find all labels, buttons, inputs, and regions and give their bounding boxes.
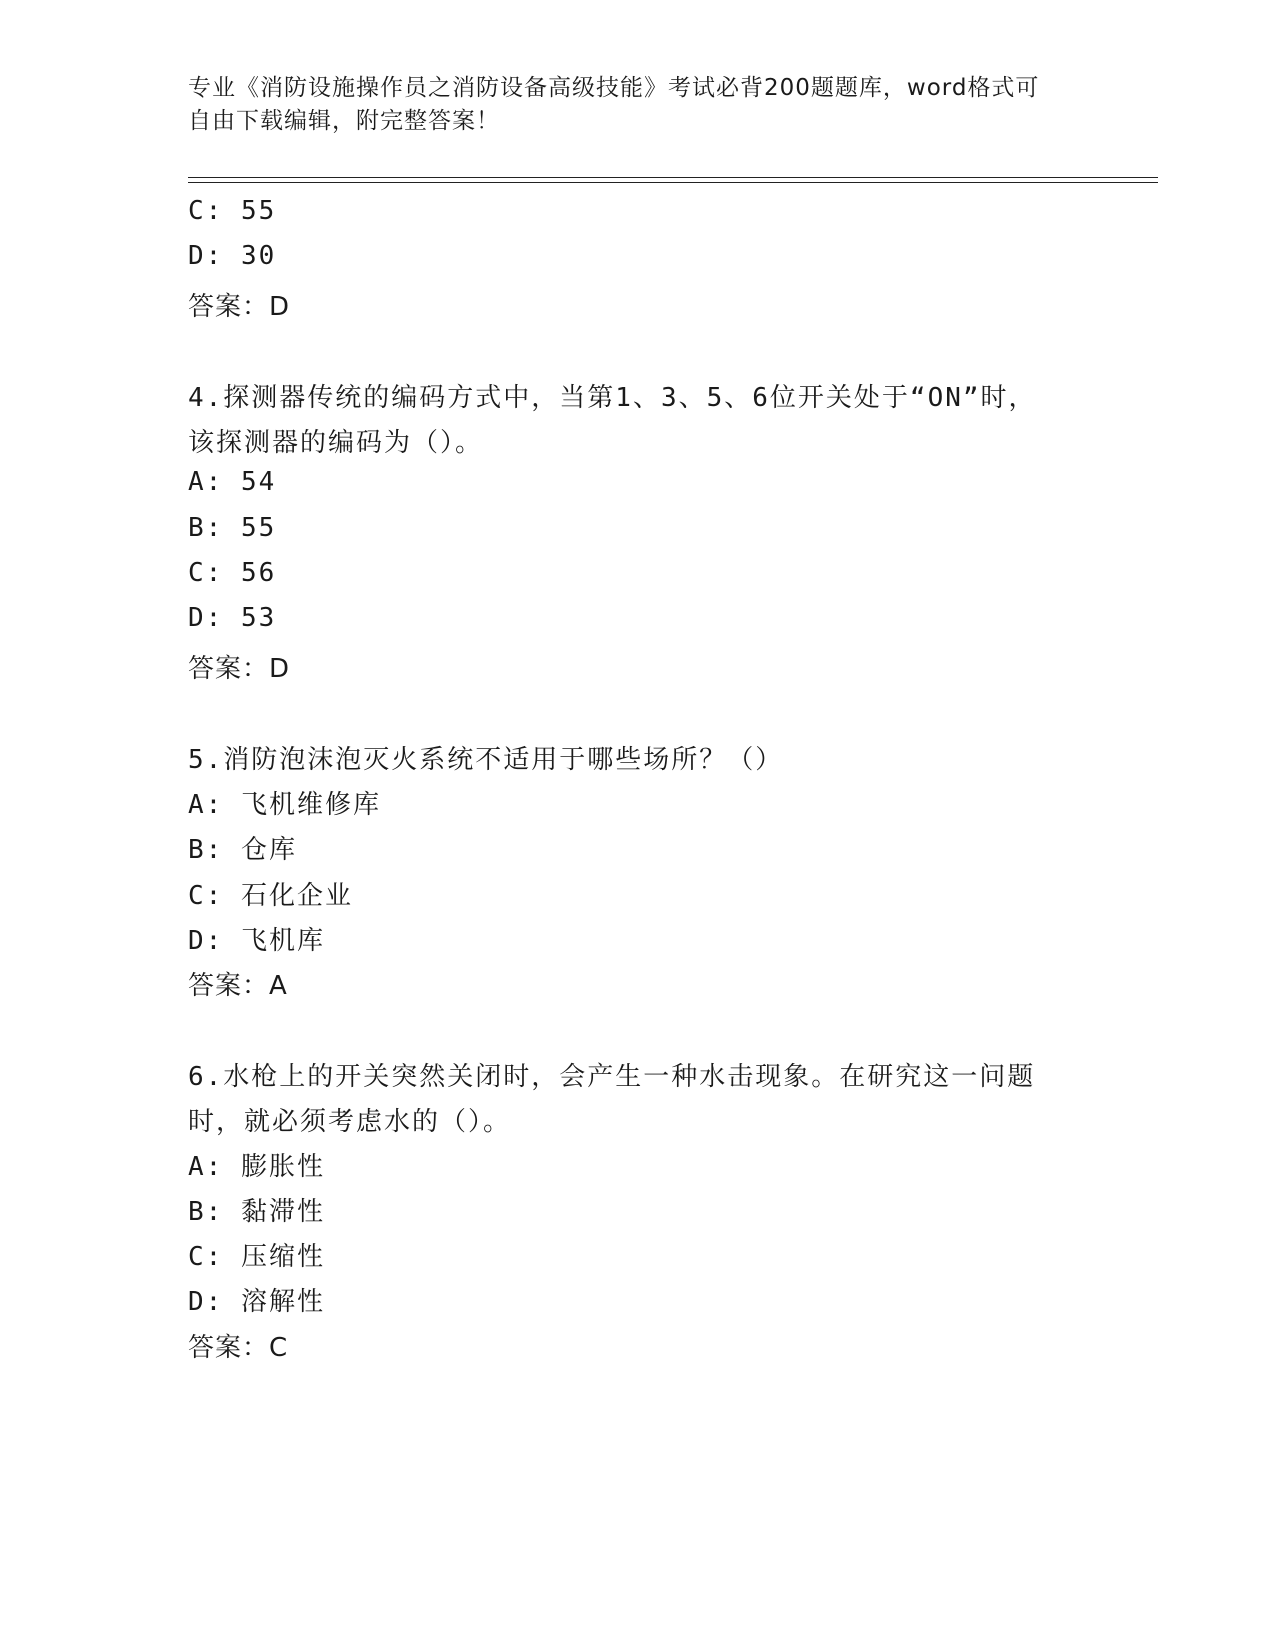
q6-stem-line-2: 时，就必须考虑水的（）。	[188, 1107, 512, 1137]
q5-option-d: D: 飞机库	[188, 926, 325, 956]
q5-answer: 答案：A	[188, 971, 288, 1001]
q5-stem: 5.消防泡沫泡灭火系统不适用于哪些场所？（）	[188, 745, 784, 775]
q6-stem-line-1: 6.水枪上的开关突然关闭时，会产生一种水击现象。在研究这一问题	[188, 1062, 1036, 1092]
q5-option-a: A: 飞机维修库	[188, 790, 381, 820]
header-line-1: 专业《消防设施操作员之消防设备高级技能》考试必背200题题库，word格式可	[188, 75, 1040, 101]
document-header	[188, 72, 1088, 138]
q6-option-b: B: 黏滞性	[188, 1197, 325, 1227]
header-line-2: 自由下载编辑，附完整答案！	[188, 108, 500, 134]
q3-answer: 答案：D	[188, 292, 291, 322]
header-divider-bottom	[188, 182, 1158, 183]
q3-option-c: C: 55	[188, 196, 277, 226]
q4-answer: 答案：D	[188, 654, 291, 684]
q4-option-b: B: 55	[188, 513, 277, 543]
q6-option-d: D: 溶解性	[188, 1287, 325, 1317]
q5-option-b: B: 仓库	[188, 835, 297, 865]
q5-option-c: C: 石化企业	[188, 881, 353, 911]
q4-stem-line-2: 该探测器的编码为（）。	[188, 428, 484, 458]
q4-option-d: D: 53	[188, 603, 277, 633]
q4-option-a: A: 54	[188, 467, 277, 497]
q6-option-c: C: 压缩性	[188, 1242, 325, 1272]
q4-stem-line-1: 4.探测器传统的编码方式中，当第1、3、5、6位开关处于“ON”时，	[188, 383, 1037, 413]
q6-answer: 答案：C	[188, 1333, 289, 1363]
q3-option-d: D: 30	[188, 241, 277, 271]
q4-option-c: C: 56	[188, 558, 277, 588]
q6-option-a: A: 膨胀性	[188, 1152, 325, 1182]
header-divider-top	[188, 177, 1158, 178]
